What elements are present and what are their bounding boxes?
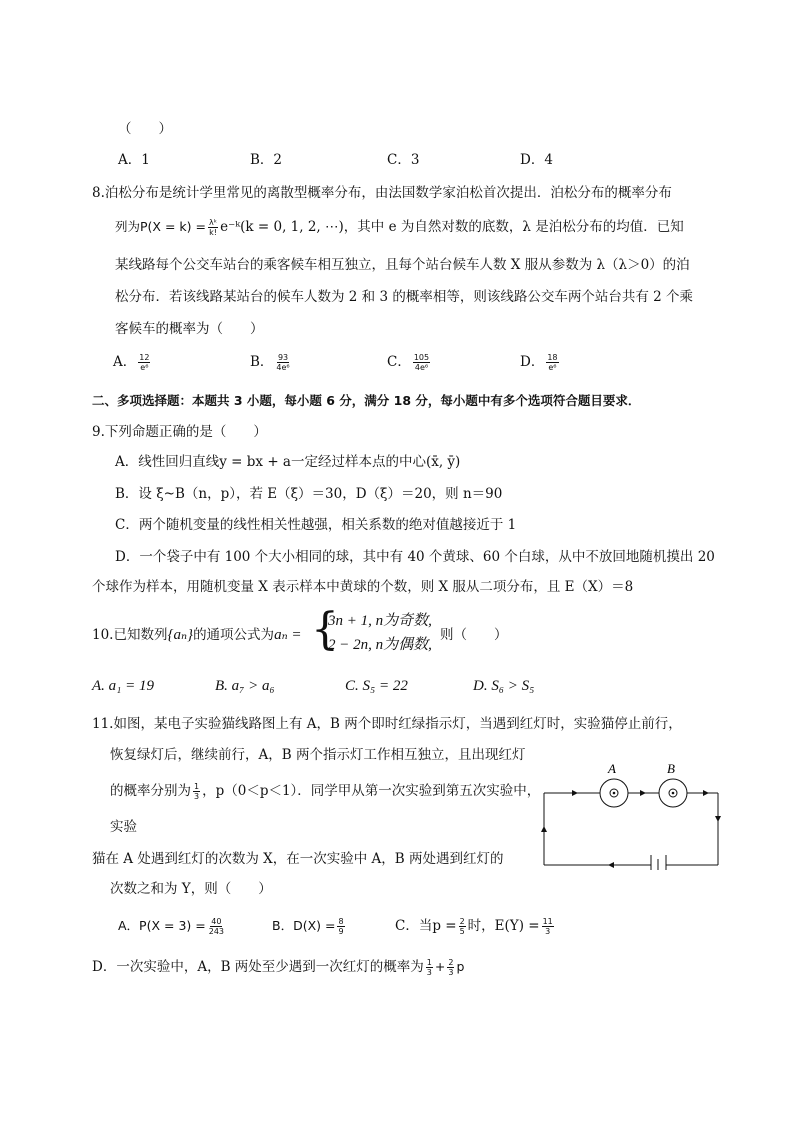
q9-option-d-line1: D．一个袋子中有 100 个大小相同的球，其中有 40 个黄球、60 个白球，从中不放回地随机摸出 20 <box>115 549 715 565</box>
q10-stem-post: 则（ ） <box>440 627 508 643</box>
q10-sequence: {aₙ} <box>167 627 194 643</box>
q11-line6: 次数之和为 Y，则（ ） <box>110 881 272 897</box>
arrow-right <box>715 816 721 822</box>
q9-option-a: A．线性回归直线y = bx + a一定经过样本点的中心(x̄, ȳ) <box>115 454 461 470</box>
q8-line3: 某线路每个公交车站台的乘客候车相互独立，且每个站台候车人数 X 服从参数为 λ（λ＞0）的泊 <box>115 257 690 273</box>
q10-brace: { <box>311 604 339 655</box>
q8-line5: 客候车的概率为（ ） <box>115 321 264 337</box>
arrow-left <box>541 826 547 832</box>
arrow-top <box>572 790 578 796</box>
q10-option-c: C. S₅ = 22 <box>345 678 408 694</box>
q11-option-b: B．D(X) = $\frac{8}{9}$ <box>272 917 344 936</box>
q9-option-b: B．设 ξ~B（n，p），若 E（ξ）＝30，D（ξ）＝20，则 n＝90 <box>115 486 503 502</box>
q11-line4: 实验 <box>110 819 137 835</box>
q10-option-a: A. a₁ = 19 <box>92 678 154 694</box>
q8-option-d: D． $\frac{18}{\text{e⁶}}$ <box>520 353 558 372</box>
arrow-top-mid <box>640 790 646 796</box>
q10-option-d: D. S₆ > S₅ <box>473 678 535 694</box>
q11-line3: 的概率分别为 $\frac{1}{3}$ ，p（0＜p＜1）．同学甲从第一次实验到第五次实验中， <box>110 782 541 801</box>
q10-case1: 3n + 1, n为奇数, <box>328 613 432 629</box>
q11-option-d: D．一次实验中，A，B 两处至少遇到一次红灯的概率为 $\frac{1}{3}$ + $\frac{2}{3}$ p <box>92 958 465 977</box>
q11-line2: 恢复绿灯后，继续前行，A，B 两个指示灯工作相互独立，且出现红灯 <box>110 747 526 763</box>
q8-option-c: C． $\frac{105}{\text{4e⁶}}$ <box>387 353 430 372</box>
arrow-bottom <box>608 862 614 868</box>
q10-stem: 10.已知数列{aₙ}的通项公式为aₙ = <box>92 627 302 643</box>
q10-option-b: B. a₇ > a₆ <box>215 678 275 694</box>
arrow-top-right <box>703 790 709 796</box>
q8-option-b: B． $\frac{93}{\text{4e⁶}}$ <box>250 353 290 372</box>
q11-option-c: C．当p = $\frac{2}{5}$ 时，E(Y) = $\frac{11}{3}$ <box>395 917 553 936</box>
q8-line4: 松分布．若该线路某站台的候车人数为 2 和 3 的概率相等，则该线路公交车两个站台共有 2 个乘 <box>115 289 694 305</box>
q8-frac: $\frac{\text{λᵏ}}{k!}$ <box>208 218 218 237</box>
section-heading: 二、多项选择题：本题共 3 小题，每小题 6 分，满分 18 分，每小题中有多个选项符合题目要求． <box>92 393 641 408</box>
q7-option-a: A．1 <box>118 152 150 168</box>
q9-option-d-line2: 个球作为样本，用随机变量 X 表示样本中黄球的个数，则 X 服从二项分布，且 E（X）＝8 <box>92 579 634 595</box>
q8-line2: 列为P(X = k) = $\frac{\text{λᵏ}}{k!}$ e⁻ᵏ(k = 0, 1, 2, ⋯)，其中 e 为自然对数的底数，λ 是泊松分布的均值．已知 <box>115 218 684 237</box>
q10-case2: 2 − 2n, n为偶数, <box>328 637 432 653</box>
q11-line5: 猫在 A 处遇到红灯的次数为 X，在一次实验中 A，B 两处遇到红灯的 <box>92 851 504 867</box>
label-b: B <box>667 761 675 776</box>
q8-line1: 8.泊松分布是统计学里常见的离散型概率分布，由法国数学家泊松首次提出．泊松分布的概率分布 <box>92 185 672 201</box>
q11-line1: 11.如图，某电子实验猫线路图上有 A，B 两个即时红绿指示灯，当遇到红灯时，实验猫停止前行， <box>92 716 682 732</box>
q11-option-a: A．P(X = 3) = $\frac{40}{243}$ <box>118 917 225 936</box>
circuit-diagram <box>538 760 723 870</box>
q7-paren: （ ） <box>118 121 172 137</box>
q8-option-a: A． $\frac{12}{\text{e⁶}}$ <box>113 353 150 372</box>
q7-option-b: B．2 <box>250 152 283 168</box>
q7-option-d: D．4 <box>520 152 553 168</box>
q10-an: aₙ = <box>274 627 302 643</box>
q9-stem: 9.下列命题正确的是（ ） <box>92 424 267 440</box>
q9-option-c: C．两个随机变量的线性相关性越强，相关系数的绝对值越接近于 1 <box>115 517 517 533</box>
q7-option-c: C．3 <box>387 152 420 168</box>
label-a: A <box>608 761 616 776</box>
